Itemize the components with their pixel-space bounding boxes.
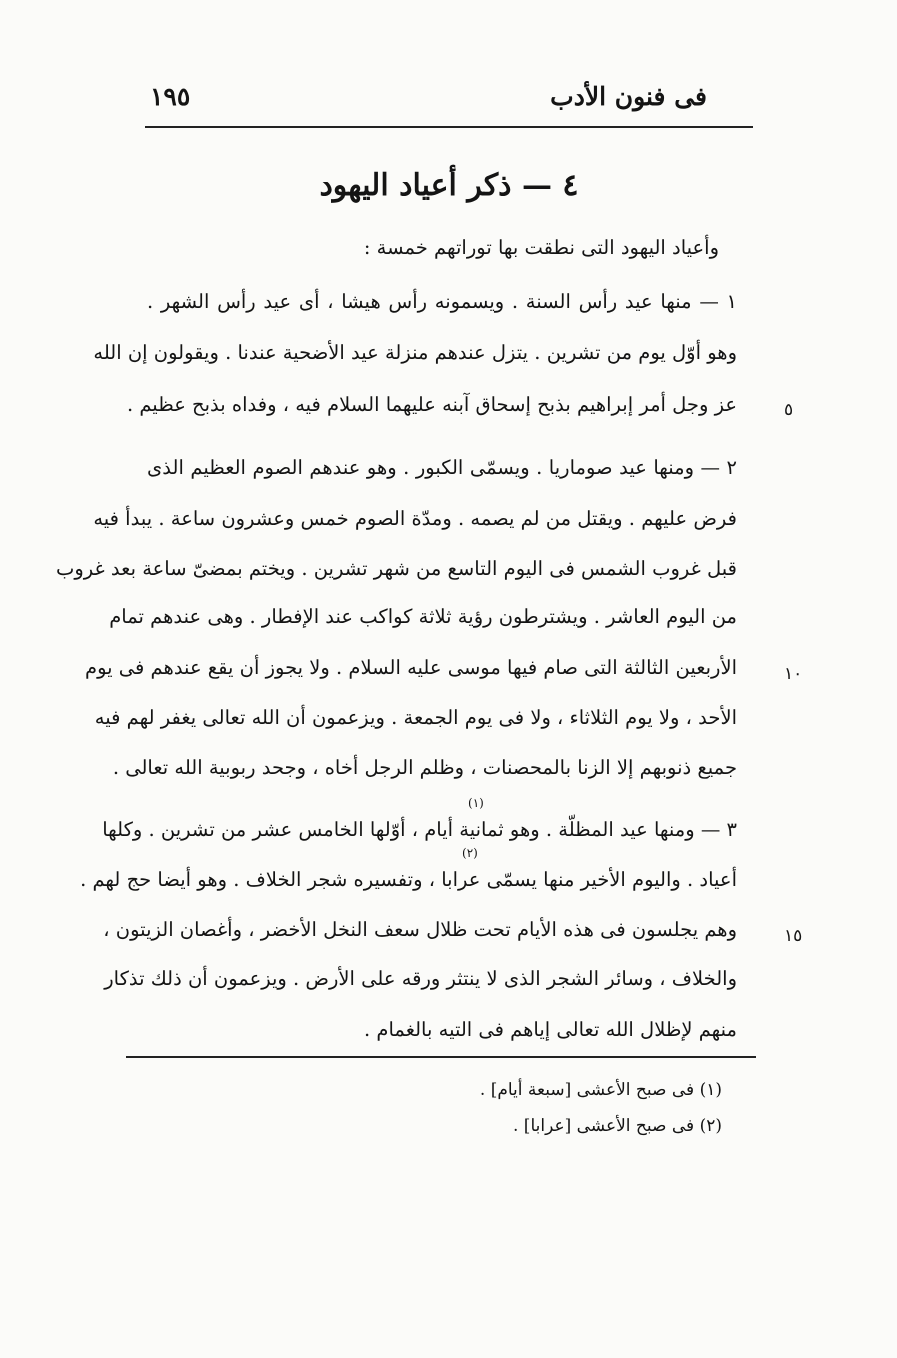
- text-line: وهو أوّل يوم من تشرين . يتزل عندهم منزلة عيد الأضحية عندنا . ويقولون إن الله: [93, 341, 737, 364]
- text-line: وهم يجلسون فى هذه الأيام تحت ظلال سعف النخل الأخضر ، وأغصان الزيتون ،: [103, 918, 737, 941]
- text-line: ١ — منها عيد رأس السنة . ويسمونه رأس هيشا ، أى عيد رأس الشهر .: [147, 290, 737, 313]
- footnote: (٢) فى صبح الأعشى [عرابا] .: [513, 1116, 722, 1136]
- text-line: الأحد ، ولا يوم الثلاثاء ، ولا فى يوم الجمعة . ويزعمون أن الله تعالى يغفر لهم فيه: [94, 706, 737, 729]
- footnote: (١) فى صبح الأعشى [سبعة أيام] .: [479, 1080, 722, 1100]
- text-line: عز وجل أمر إبراهيم بذبح إسحاق آبنه عليهما السلام فيه ، وفداه بذبح عظيم .: [126, 393, 737, 416]
- section-heading: ٤ — ذكر أعياد اليهود: [319, 168, 579, 203]
- text-line: والخلاف ، وسائر الشجر الذى لا ينتثر ورقه على الأرض . ويزعمون أن ذلك تذكار: [104, 967, 737, 990]
- text-line: منهم لإظلال الله تعالى إياهم فى التيه بالغمام .: [364, 1018, 737, 1041]
- text-line: ٢ — ومنها عيد صوماريا . ويسمّى الكبور . وهو عندهم الصوم العظيم الذى: [147, 456, 737, 479]
- text-line: أعياد . واليوم الأخير منها يسمّى عرابا ، وتفسيره شجر الخلاف . وهو أيضا حج لهم .: [80, 868, 737, 891]
- page-number: ١٩٥: [150, 82, 191, 111]
- line-number: ١٠: [784, 664, 803, 684]
- running-header-title: فى فنون الأدب: [550, 82, 707, 111]
- text-line: ٣ — ومنها عيد المظلّة . وهو ثمانية أيام ، أوّلها الخامس عشر من تشرين . وكلها: [102, 818, 737, 841]
- footnote-marker: (٢): [462, 846, 478, 860]
- line-number: ٥: [784, 400, 794, 420]
- footnote-rule: [126, 1056, 756, 1058]
- text-line: الأربعين الثالثة التى صام فيها موسى عليه السلام . ولا يجوز أن يقع عندهم فى يوم: [85, 656, 737, 679]
- text-line: قبل غروب الشمس فى اليوم التاسع من شهر تشرين . ويختم بمضىّ ساعة بعد غروب: [56, 557, 737, 580]
- text-line: جميع ذنوبهم إلا الزنا بالمحصنات ، وظلم الرجل أخاه ، وجحد ربوبية الله تعالى .: [112, 756, 737, 779]
- line-number: ١٥: [784, 926, 803, 946]
- text-line: من اليوم العاشر . ويشترطون رؤية ثلاثة كواكب عند الإفطار . وهى عندهم تمام: [109, 605, 737, 628]
- header-rule: [145, 126, 753, 128]
- footnote-marker: (١): [468, 796, 484, 810]
- text-line: فرض عليهم . ويقتل من لم يصمه . ومدّة الصوم خمس وعشرون ساعة . يبدأ فيه: [93, 507, 737, 530]
- text-line: وأعياد اليهود التى نطقت بها توراتهم خمسة :: [363, 236, 719, 259]
